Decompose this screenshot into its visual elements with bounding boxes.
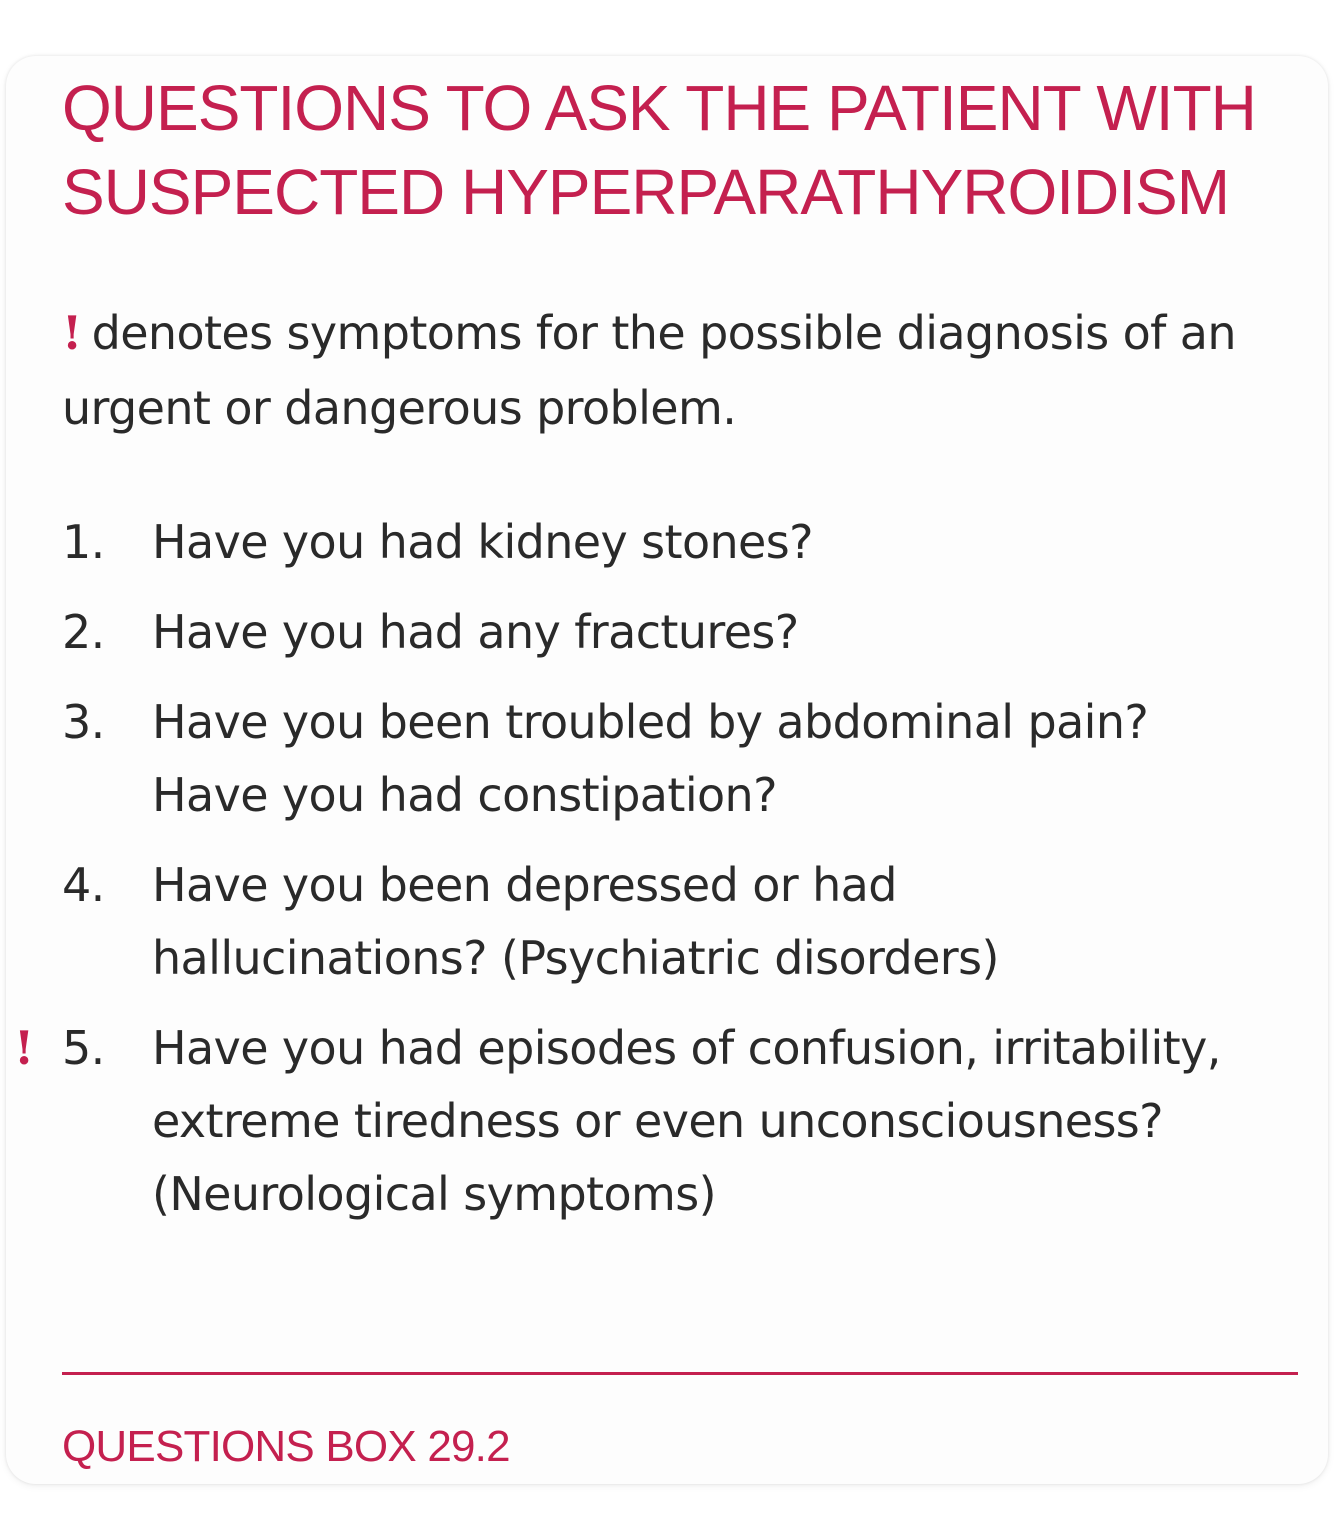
urgent-flag-icon: ! xyxy=(14,1021,34,1075)
legend-text: denotes symptoms for the possible diagnosis of an urgent or dangerous problem. xyxy=(62,306,1236,435)
urgent-legend xyxy=(62,296,1312,446)
question-number: 1. xyxy=(62,515,105,569)
question-text: Have you been troubled by abdominal pain? Have you had constipation? xyxy=(152,695,1149,822)
question-number: 3. xyxy=(62,695,105,749)
question-number: 2. xyxy=(62,605,105,659)
question-list xyxy=(0,506,1334,1231)
question-item-3 xyxy=(0,686,1334,832)
question-text: Have you had any fractures? xyxy=(152,605,799,659)
question-item-1 xyxy=(0,506,1334,579)
box-label: QUESTIONS BOX 29.2 xyxy=(62,1422,510,1471)
question-text: Have you had episodes of confusion, irritability, extreme tiredness or even unconsciousness? (Neurological symptoms) xyxy=(152,1021,1221,1221)
question-item-5 xyxy=(0,1012,1334,1231)
question-item-4 xyxy=(0,849,1334,995)
urgent-marker-icon: ! xyxy=(62,306,82,360)
box-title: QUESTIONS TO ASK THE PATIENT WITH SUSPECTED HYPERPARATHYROIDISM xyxy=(62,72,1256,228)
question-text: Have you been depressed or had hallucinations? (Psychiatric disorders) xyxy=(152,858,999,985)
question-text: Have you had kidney stones? xyxy=(152,515,813,569)
question-item-2 xyxy=(0,596,1334,669)
question-number: 4. xyxy=(62,858,105,912)
question-number: 5. xyxy=(62,1021,105,1075)
divider-line xyxy=(62,1372,1298,1375)
